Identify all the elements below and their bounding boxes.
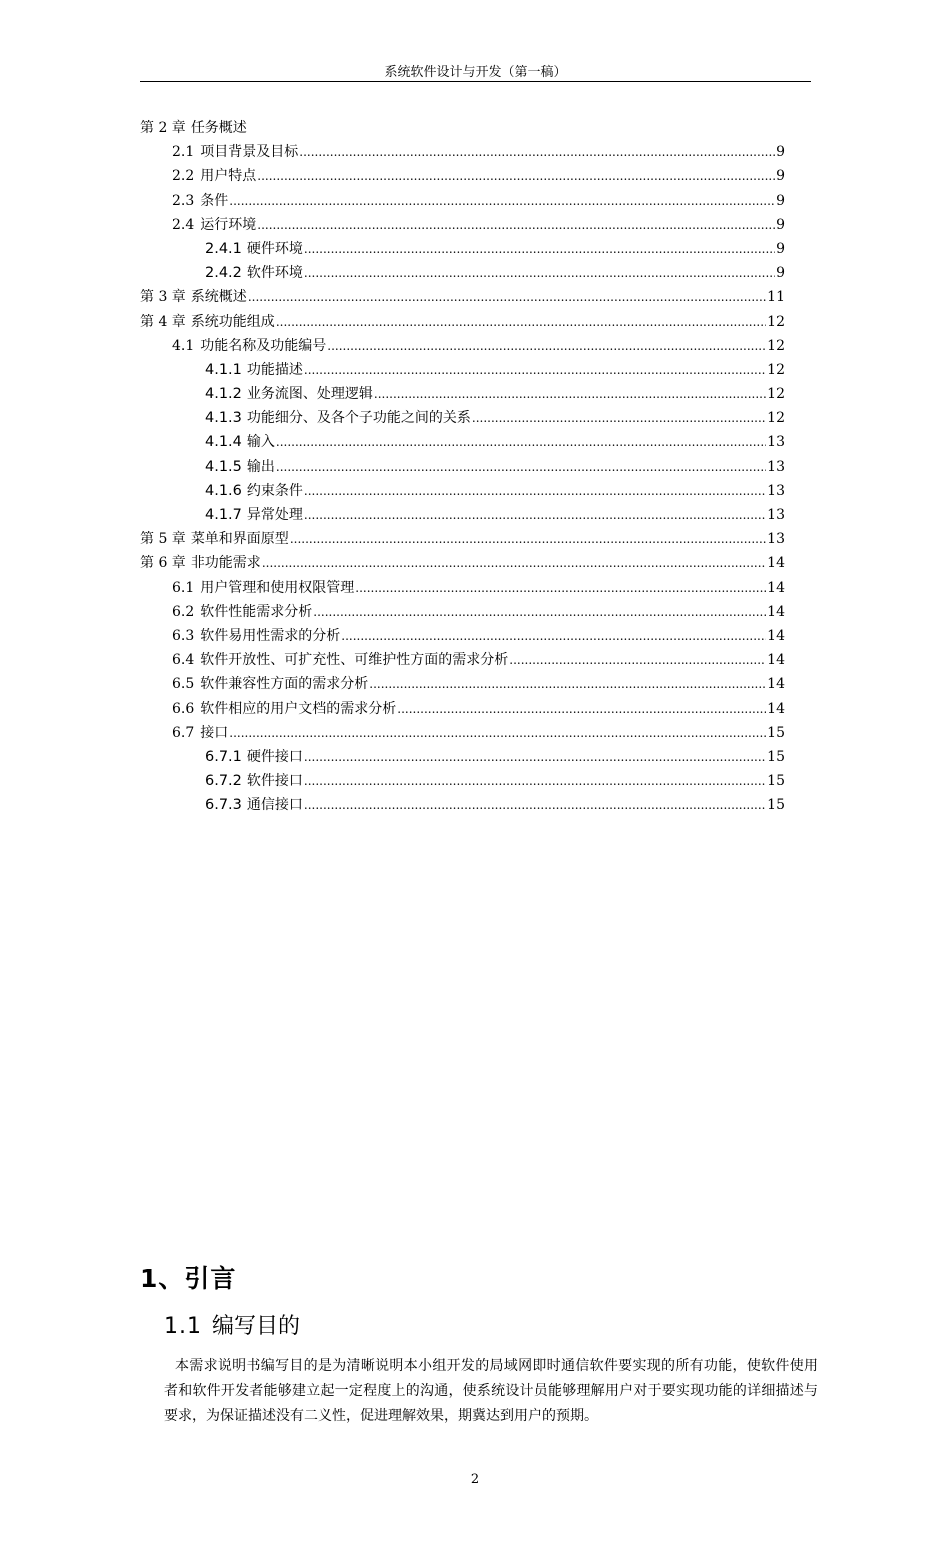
toc-entry-page: 15 [767,797,785,814]
toc-entry-number: 6.7 [172,724,195,741]
toc-dot-leader [374,382,766,406]
toc-entry-title: 系统概述 [190,289,247,306]
table-of-contents [140,116,785,817]
toc-entry[interactable] [140,672,785,696]
toc-entry-page: 9 [776,192,785,209]
toc-entry[interactable] [140,237,785,261]
subsection-title: 编写目的 [212,1314,301,1339]
toc-entry-number: 4.1.3 [205,410,242,427]
toc-entry[interactable] [140,140,785,164]
toc-entry-number: 6.4 [172,652,195,669]
toc-entry-number: 2.3 [172,192,195,209]
toc-entry-page: 9 [776,240,785,257]
toc-entry-page: 9 [776,265,785,282]
toc-entry-page: 14 [767,579,785,596]
toc-entry-title: 功能细分、及各个子功能之间的关系 [246,410,471,427]
toc-entry[interactable] [140,455,785,479]
toc-entry[interactable] [140,382,785,406]
toc-entry-page: 13 [767,458,785,475]
toc-entry-number: 2.4 [172,216,195,233]
toc-dot-leader [472,406,766,430]
page-footer [0,1471,950,1489]
toc-dot-leader [327,334,766,358]
toc-dot-leader [304,479,766,503]
toc-entry-number: 2.4.2 [205,265,242,282]
toc-entry-page: 12 [767,361,785,378]
toc-dot-leader [304,237,775,261]
toc-entry-title: 用户管理和使用权限管理 [200,579,355,596]
toc-entry-page: 14 [767,676,785,693]
toc-entry-page: 12 [767,386,785,403]
toc-entry-number: 第 6 章 [140,555,186,572]
body-paragraph: 本需求说明书编写目的是为清晰说明本小组开发的局域网即时通信软件要实现的所有功能，使软件使用者和软件开发者能够建立起一定程度上的沟通，使系统设计员能够理解用户对于要实现功能的详细描述与要求，为保证描述没有二义性，促进理解效果，期冀达到用户的预期。 [164,1358,818,1424]
toc-entry[interactable] [140,213,785,237]
toc-entry-title: 通信接口 [246,797,303,814]
toc-entry-number: 2.2 [172,168,195,185]
toc-entry-number: 6.2 [172,603,195,620]
toc-entry-title: 接口 [200,724,229,741]
toc-entry[interactable] [140,721,785,745]
subsection-number: 1.1 [164,1314,202,1339]
toc-entry-title: 项目背景及目标 [200,144,299,161]
toc-entry[interactable] [140,527,785,551]
toc-entry[interactable] [140,334,785,358]
toc-entry-title: 功能名称及功能编号 [200,337,327,354]
page-header [140,64,811,82]
toc-entry[interactable] [140,164,785,188]
toc-entry-page: 12 [767,410,785,427]
toc-entry-number: 4.1.6 [205,482,242,499]
toc-entry[interactable] [140,261,785,285]
toc-dot-leader [397,697,766,721]
toc-dot-leader [304,769,766,793]
toc-entry-page: 14 [767,652,785,669]
toc-entry-number: 第 4 章 [140,313,186,330]
toc-dot-leader [276,430,766,454]
toc-entry-title: 软件兼容性方面的需求分析 [200,676,369,693]
toc-entry-number: 4.1.5 [205,458,242,475]
toc-entry-title: 菜单和界面原型 [190,531,289,548]
toc-entry-title: 非功能需求 [190,555,261,572]
toc-entry[interactable] [140,793,785,817]
toc-entry[interactable] [140,769,785,793]
toc-entry-number: 第 2 章 [140,120,186,136]
toc-entry-title: 软件相应的用户文档的需求分析 [200,700,397,717]
toc-entry-page: 15 [767,773,785,790]
toc-entry[interactable] [140,624,785,648]
toc-dot-leader [229,189,775,213]
toc-dot-leader [248,285,766,309]
toc-entry-title: 输入 [246,434,275,451]
toc-entry-number: 6.7.2 [205,773,242,790]
toc-entry[interactable] [140,285,785,309]
toc-entry-title: 软件接口 [246,773,303,790]
toc-entry-page: 12 [767,337,785,354]
toc-entry-number: 4.1.1 [205,361,242,378]
toc-entry[interactable] [140,576,785,600]
toc-entry-number: 4.1.2 [205,386,242,403]
toc-entry-number: 6.3 [172,627,195,644]
toc-entry-number: 第 3 章 [140,289,186,306]
toc-entry-title: 输出 [246,458,275,475]
toc-entry[interactable] [140,648,785,672]
toc-entry-page: 13 [767,507,785,523]
toc-entry-number: 4.1 [172,337,195,354]
toc-entry-page: 13 [767,434,785,451]
toc-entry-title: 异常处理 [246,507,303,523]
toc-dot-leader [304,503,766,527]
toc-dot-leader [229,721,766,745]
toc-entry-title: 软件易用性需求的分析 [200,627,341,644]
toc-entry-title: 软件开放性、可扩充性、可维护性方面的需求分析 [200,652,509,669]
toc-entry-title: 任务概述 [190,120,247,136]
toc-dot-leader [276,310,766,334]
toc-entry-number: 第 5 章 [140,531,186,548]
toc-entry-number: 6.6 [172,700,195,717]
toc-entry-number: 2.1 [172,144,195,161]
toc-entry[interactable] [140,479,785,503]
toc-entry-page: 11 [767,289,785,306]
toc-entry-title: 功能描述 [246,361,303,378]
toc-dot-leader [369,672,766,696]
toc-entry-number: 6.5 [172,676,195,693]
toc-entry-title: 硬件环境 [246,240,303,257]
toc-entry-title: 硬件接口 [246,748,303,765]
toc-entry-page: 14 [767,555,785,572]
toc-entry-title: 软件环境 [246,265,303,282]
toc-entry-title: 软件性能需求分析 [200,603,313,620]
toc-dot-leader [341,624,766,648]
toc-entry-title: 用户特点 [200,168,257,185]
header-title: 系统软件设计与开发（第一稿） [384,65,567,80]
toc-dot-leader [313,600,766,624]
toc-entry[interactable] [140,430,785,454]
toc-entry-title: 系统功能组成 [190,313,275,330]
toc-dot-leader [509,648,766,672]
toc-entry-page: 15 [767,748,785,765]
toc-dot-leader [262,551,766,575]
toc-entry[interactable] [140,503,785,527]
toc-entry-page: 15 [767,724,785,741]
toc-entry[interactable] [140,189,785,213]
toc-entry-page: 14 [767,627,785,644]
toc-dot-leader [304,358,766,382]
toc-entry-number: 6.1 [172,579,195,596]
toc-entry[interactable] [140,406,785,430]
toc-dot-leader [299,140,775,164]
toc-entry[interactable] [140,310,785,334]
subsection-heading [164,1310,300,1344]
toc-entry-number: 6.7.3 [205,797,242,814]
toc-entry[interactable] [140,600,785,624]
toc-dot-leader [290,527,766,551]
toc-entry-page: 9 [776,168,785,185]
toc-dot-leader [304,261,775,285]
toc-dot-leader [257,164,775,188]
toc-entry-title: 业务流图、处理逻辑 [246,386,373,403]
toc-entry[interactable] [140,358,785,382]
toc-entry-title: 条件 [200,192,229,209]
toc-entry-page: 14 [767,700,785,717]
toc-entry[interactable] [140,697,785,721]
toc-entry[interactable] [140,116,785,140]
toc-dot-leader [355,576,766,600]
toc-dot-leader [304,793,766,817]
toc-entry[interactable] [140,745,785,769]
toc-entry-number: 6.7.1 [205,748,242,765]
toc-entry-page: 14 [767,603,785,620]
toc-dot-leader [276,455,766,479]
section-heading: 1、引言 [140,1264,237,1293]
toc-entry-number: 4.1.4 [205,434,242,451]
toc-dot-leader [257,213,775,237]
toc-entry-page: 9 [776,144,785,161]
toc-entry-page: 13 [767,482,785,499]
toc-entry[interactable] [140,551,785,575]
page-number: 2 [470,1472,480,1487]
toc-entry-number: 4.1.7 [205,507,242,523]
toc-entry-page: 12 [767,313,785,330]
toc-dot-leader [304,745,766,769]
toc-entry-page: 9 [776,216,785,233]
toc-entry-page: 13 [767,531,785,548]
toc-entry-title: 约束条件 [246,482,303,499]
toc-entry-title: 运行环境 [200,216,257,233]
toc-entry-number: 2.4.1 [205,240,242,257]
